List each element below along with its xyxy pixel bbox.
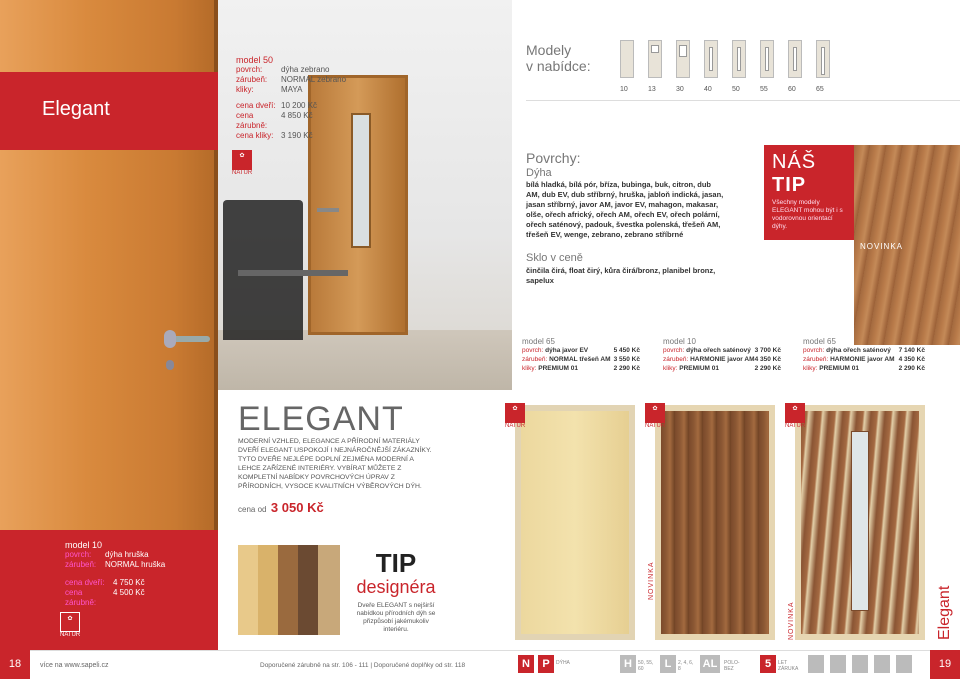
l-icon: L (660, 655, 676, 673)
website-link[interactable]: více na www.sapeli.cz (40, 662, 109, 669)
side-tab-label: Elegant (42, 98, 110, 120)
glass-list: činčila čirá, float čirý, kůra čirá/bronz, planibel bronz, sapelux (526, 266, 716, 285)
al-icon: AL (700, 655, 720, 673)
variant-info-1: model 65 povrch: dýha javor EV 5 450 Kč zárubeň: NORMAL třešeň AM 3 550 Kč kliky: PREMIUM 01 2 290 Kč (522, 337, 640, 372)
door-type-icon-5 (896, 655, 912, 673)
surfaces-title: Povrchy: (526, 150, 581, 166)
page-number-right: 19 (930, 650, 960, 679)
natur-badge-3: ✿ NATUR (645, 403, 665, 429)
novinka-vertical-1: NOVINKA (648, 561, 655, 600)
h-icon: H (620, 655, 636, 673)
natur-badge-small: ✿ NATUR (60, 612, 80, 638)
door-type-icon-1 (808, 655, 824, 673)
natur-badge-2: ✿ NATUR (505, 403, 525, 429)
novinka-vertical-2: NOVINKA (788, 601, 795, 640)
leaf-icon: ✿ (785, 403, 805, 423)
surfaces-subtitle: Dýha (526, 167, 552, 179)
variant-info-3: model 65 povrch: dýha ořech saténový 7 140 Kč zárubeň: HARMONIE javor AM 4 350 Kč kliky: PREMIUM 01 2 290 Kč (803, 337, 925, 372)
p-icon: P (538, 655, 554, 673)
door-type-icon-4 (874, 655, 890, 673)
divider (526, 100, 960, 101)
wood-list: bílá hladká, bílá pór, bříza, bubinga, buk, citron, dub AM, dub EV, dub stříbrný, hruška, jabloň indická, jasan, jasan stříbrný, javor AM, javor EV, mahagon, makasar, olše, ořech africký, ořech AM, ořech EV, ořech polární, ořech saténový, padouk, švestka polenská, třešeň AM, třešeň EV, wenge, zebrano, zebrano stříbrné (526, 180, 724, 239)
leaf-icon: ✿ (232, 150, 252, 170)
veneer-swatches (238, 545, 340, 635)
glass-title: Sklo v ceně (526, 252, 583, 264)
footer-ref: Doporučené zárubně na str. 106 - 111 | Doporučené doplňky od str. 118 (260, 662, 466, 669)
door-image-javor (515, 405, 635, 640)
main-model-info: model 50 povrch: dýha zebrano zárubeň: NORMAL zebrano kliky: MAYA cena dveří: 10 200 Kč cena zárubně: 4 850 Kč cena kliky: 3 190 Kč (236, 55, 347, 140)
warranty-icon: 5 (760, 655, 776, 673)
leaf-icon: ✿ (645, 403, 665, 423)
door-image-orech-2 (795, 405, 925, 640)
door-type-icon-2 (830, 655, 846, 673)
door-type-icon-3 (852, 655, 868, 673)
page-number-left: 18 (0, 650, 30, 679)
natur-badge-4: ✿ NATUR (785, 403, 805, 429)
models-heading: Modely v nabídce: (526, 42, 591, 74)
door-image-orech (655, 405, 775, 640)
vertical-tab: Elegant (936, 585, 953, 640)
novinka-label: NOVINKA (860, 242, 904, 251)
elegant-description: MODERNÍ VZHLED, ELEGANCE A PŘÍRODNÍ MATERIÁLY DVEŘÍ ELEGANT USPOKOJÍ I NEJNÁROČNĚJŠÍ ZÁKAZNÍKY. TYTO DVEŘE NEJLÉPE DOPLNÍ ZEJMÉNA MODERNÍ A LEHCE ZAŘÍZENÉ INTERIÉRY. VYBÍRAT MŮŽETE Z KOMPLETNÍ NABÍDKY POVRCHOVÝCH ÚPRAV Z PŘÍRODNÍCH, VYSOCE KVALITNÍCH VÝBĚROVÝCH DÝH. (238, 438, 432, 490)
natur-badge: ✿ NATUR (232, 150, 252, 176)
variant-info-2: model 10 povrch: dýha ořech saténový 3 700 Kč zárubeň: HARMONIE javor AM 4 350 Kč kliky: PREMIUM 01 2 290 Kč (663, 337, 781, 372)
elegant-title: ELEGANT (238, 400, 404, 438)
model-thumbnails: 10 13 30 40 50 55 60 65 (610, 0, 840, 100)
small-model-info: model 10 povrch: dýha hruška zárubeň: NORMAL hruška cena dveří: 4 750 Kč cena zárubně: 4 500 Kč (65, 540, 166, 607)
starting-price: cena od 3 050 Kč (238, 500, 324, 515)
designer-tip: TIP designéra Dveře ELEGANT s nejširší nabídkou přírodních dýh se přizpůsobí jakémukoliv interiéru. (356, 548, 436, 633)
leaf-icon: ✿ (60, 612, 80, 632)
n-icon: N (518, 655, 534, 673)
leaf-icon: ✿ (505, 403, 525, 423)
tip-box: NÁŠ TIP Všechny modely ELEGANT mohou být i s vodorovnou orientací dýhy. (764, 145, 854, 240)
door-handle-image (160, 330, 210, 370)
